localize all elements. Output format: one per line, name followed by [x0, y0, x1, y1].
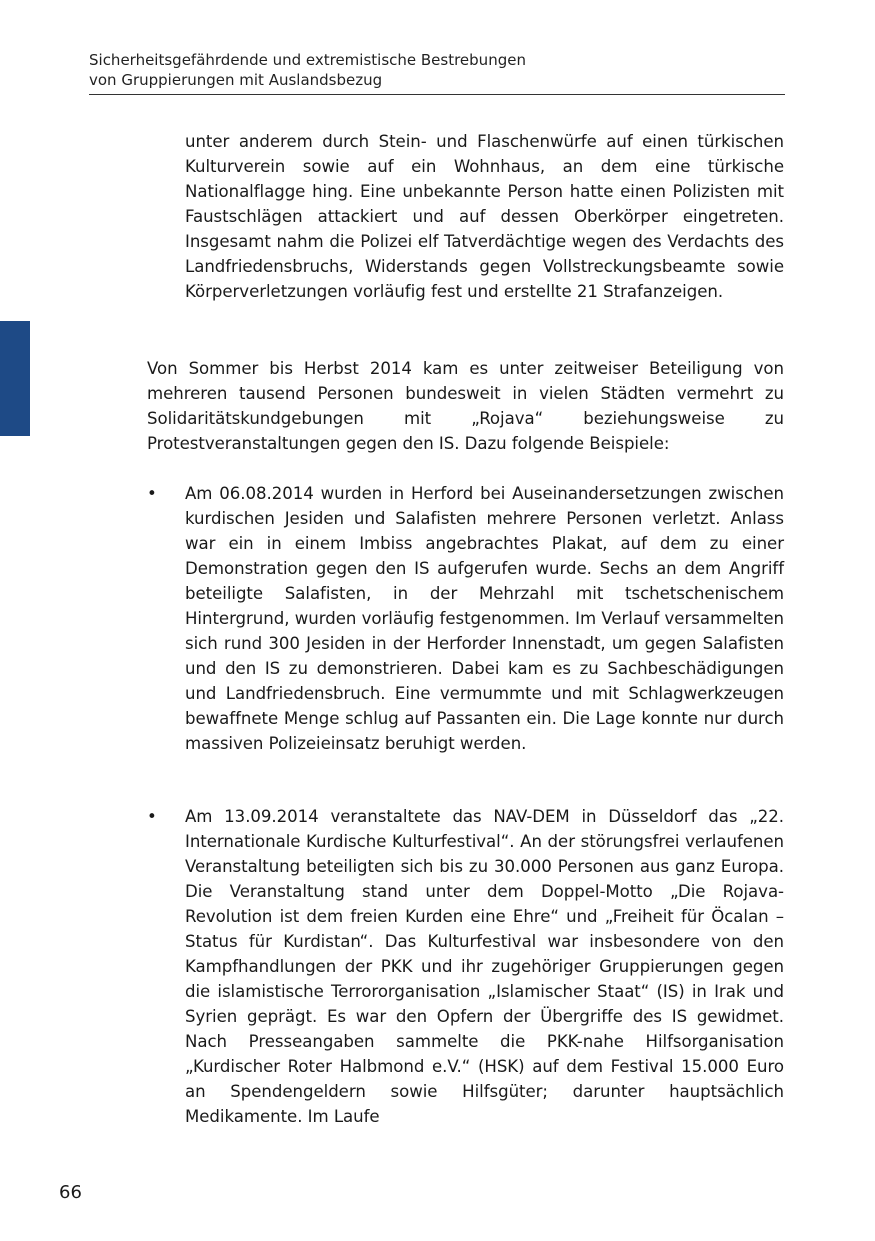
list-item	[147, 481, 784, 756]
bullet-list-1	[147, 481, 784, 756]
list-item	[147, 804, 784, 1129]
chapter-side-tab	[0, 321, 30, 436]
running-header	[89, 50, 785, 90]
page-number: 66	[59, 1182, 82, 1203]
bullet-list-2	[147, 804, 784, 1129]
header-divider	[89, 94, 785, 95]
paragraph-continuation: unter anderem durch Stein- und Flaschenwürfe auf einen türkischen Kulturverein sowie auf ein Wohnhaus, an dem eine türkische Nationalflagge hing. Eine unbekannte Person hatte einen Polizisten mit Faustschlägen attackiert und auf dessen Oberkörper eingetreten. Insgesamt nahm die Polizei elf Tatverdächtige wegen des Verdachts des Landfriedensbruchs, Widerstands gegen Vollstreckungsbeamte sowie Körperverletzungen vorläufig fest und erstellte 21 Strafanzeigen.	[185, 132, 784, 301]
paragraph-intro: Von Sommer bis Herbst 2014 kam es unter zeitweiser Beteiligung von mehreren tausend Personen bundesweit in vielen Städten vermehrt zu Solidaritätskundgebungen mit „Rojava“ beziehungsweise zu Protestveranstaltungen gegen den IS. Dazu folgende Beispiele:	[147, 359, 784, 453]
bullet-icon: •	[147, 484, 157, 503]
bullet-text: Am 13.09.2014 veranstaltete das NAV-DEM in Düsseldorf das „22. Internationale Kurdische Kulturfestival“. An der störungsfrei verlaufenen Veranstaltung beteiligten sich bis zu 30.000 Personen aus ganz Europa. Die Veranstaltung stand unter dem Doppel-Motto „Die Rojava-Revolution ist dem freien Kurden eine Ehre“ und „Freiheit für Öcalan – Status für Kurdistan“. Das Kulturfestival war insbesondere von den Kampfhandlungen der PKK und ihr zugehöriger Gruppierungen gegen die islamistische Terrororganisation „Islamischer Staat“ (IS) in Irak und Syrien geprägt. Es war den Opfern der Übergriffe des IS gewidmet. Nach Presseangaben sammelte die PKK-nahe Hilfsorganisation „Kurdischer Roter Halbmond e.V.“ (HSK) auf dem Festival 15.000 Euro an Spendengeldern sowie Hilfsgüter; darunter hauptsächlich Medikamente. Im Laufe	[185, 807, 784, 1126]
bullet-text: Am 06.08.2014 wurden in Herford bei Auseinandersetzungen zwischen kurdischen Jesiden und Salafisten mehrere Personen verletzt. Anlass war ein in einem Imbiss angebrachtes Plakat, auf dem zu einer Demonstration gegen den IS aufgerufen wurde. Sechs an dem Angriff beteiligte Salafisten, in der Mehrzahl mit tschetschenischem Hintergrund, wurden vorläufig festgenommen. Im Verlauf versammelten sich rund 300 Jesiden in der Herforder Innenstadt, um gegen Salafisten und den IS zu demonstrieren. Dabei kam es zu Sachbeschädigungen und Landfriedensbruch. Eine vermummte und mit Schlagwerkzeugen bewaffnete Menge schlug auf Passanten ein. Die Lage konnte nur durch massiven Polizeieinsatz beruhigt werden.	[185, 484, 784, 753]
bullet-icon: •	[147, 807, 157, 826]
running-header-line-2: von Gruppierungen mit Auslandsbezug	[89, 71, 383, 89]
running-header-line-1: Sicherheitsgefährdende und extremistische Bestrebungen	[89, 51, 526, 69]
